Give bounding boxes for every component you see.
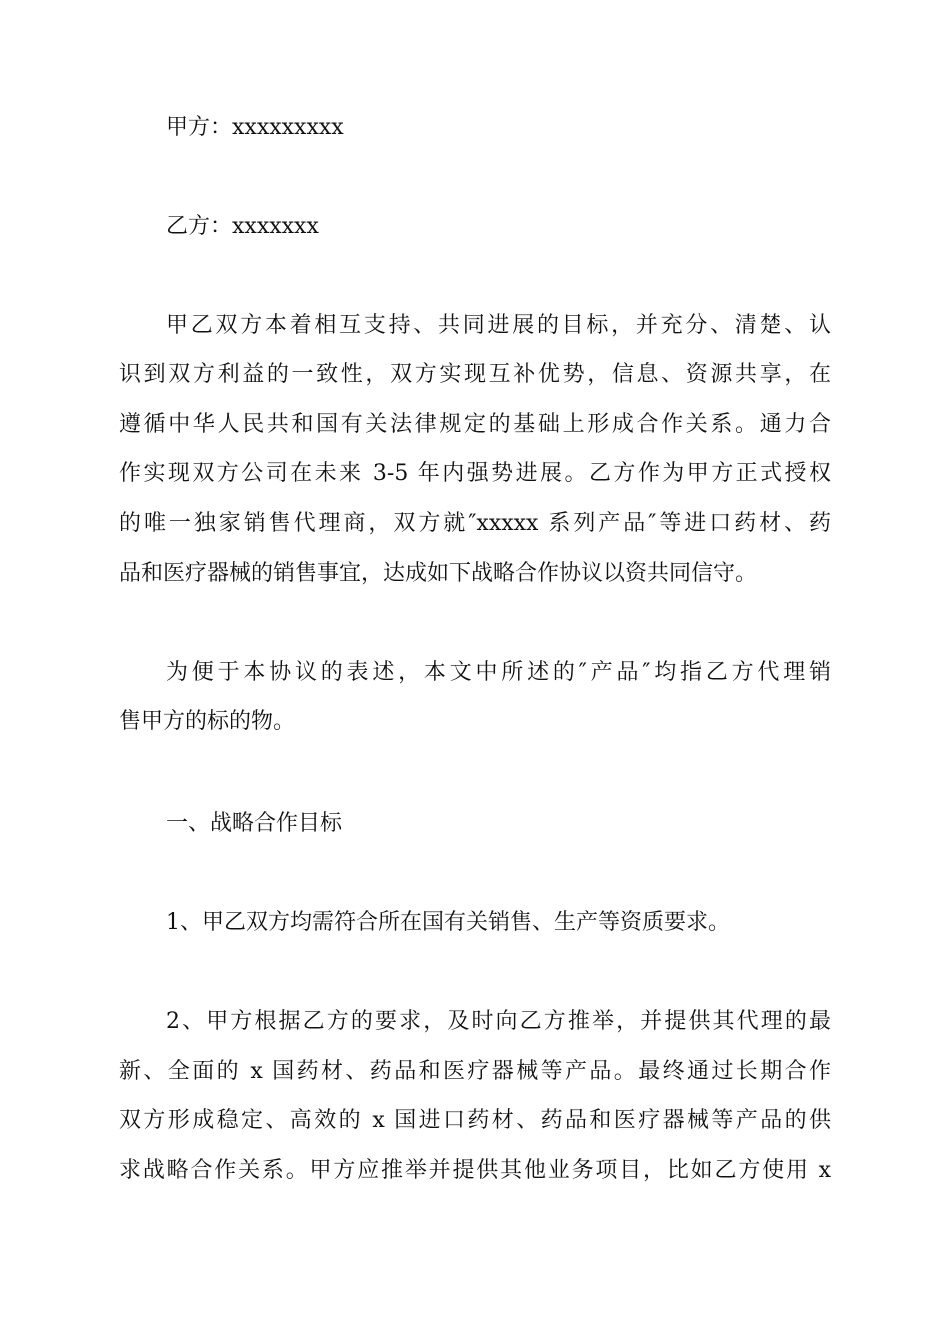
intro-line: 甲乙双方本着相互支持、共同进展的目标，并充分、清楚、认 (166, 313, 831, 338)
clause-2-line: 求战略合作关系。甲方应推举并提供其他业务项目，比如乙方使用 x (119, 1158, 831, 1183)
clause-2-line: 2、甲方根据乙方的要求，及时向乙方推举，并提供其代理的最 (166, 1009, 831, 1034)
intro-line: 品和医疗器械的销售事宜，达成如下战略合作协议以资共同信守。 (119, 561, 758, 586)
intro-line: 识到双方利益的一致性，双方实现互补优势，信息、资源共享，在 (119, 362, 831, 387)
clause-1: 1、甲乙双方均需符合所在国有关销售、生产等资质要求。 (166, 910, 730, 935)
definition-line: 售甲方的标的物。 (119, 709, 296, 734)
intro-line: 的唯一独家销售代理商，双方就″xxxxx 系列产品″等进口药材、药 (119, 511, 831, 536)
clause-2-line: 新、全面的 x 国药材、药品和医疗器械等产品。最终通过长期合作 (119, 1059, 831, 1084)
clause-2-line: 双方形成稳定、高效的 x 国进口药材、药品和医疗器械等产品的供 (119, 1108, 831, 1133)
intro-line: 遵循中华人民共和国有关法律规定的基础上形成合作关系。通力合 (119, 412, 831, 437)
section-heading: 一、战略合作目标 (166, 811, 343, 836)
party-b-line: 乙方：xxxxxxx (166, 214, 319, 239)
party-a-line: 甲方：xxxxxxxxx (166, 115, 344, 140)
definition-line: 为便于本协议的表述，本文中所述的″产品″均指乙方代理销 (166, 660, 831, 685)
intro-line: 作实现双方公司在未来 3-5 年内强势进展。乙方作为甲方正式授权 (119, 461, 831, 486)
